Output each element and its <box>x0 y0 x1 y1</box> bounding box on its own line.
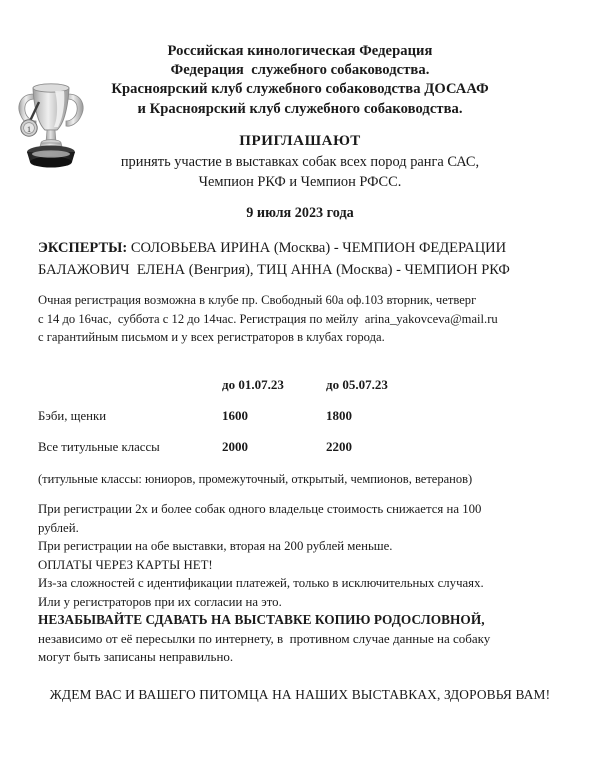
header-line-3: Красноярский клуб служебного собаководства ДОСААФ <box>111 81 489 98</box>
discount-line-6: Или у регистраторов при их согласии на это. <box>38 594 282 609</box>
price-table-header-early: до 01.07.23 <box>222 377 284 392</box>
pedigree-warning <box>38 611 586 667</box>
closing-message: ЖДЕМ ВАС И ВАШЕГО ПИТОМЦА НА НАШИХ ВЫСТАВКАХ, ЗДОРОВЬЯ ВАМ! <box>49 687 551 702</box>
price-row-title-late: 2200 <box>326 439 352 454</box>
titular-classes-note: (титульные классы: юниоров, промежуточный, открытый, чемпионов, ветеранов) <box>38 472 473 486</box>
price-row-label-title: Все титульные классы <box>38 440 160 454</box>
registration-paragraph <box>38 291 586 347</box>
discount-line-2: рублей. <box>38 520 79 535</box>
no-card-payment-line: ОПЛАТЫ ЧЕРЕЗ КАРТЫ НЕТ! <box>38 557 213 572</box>
price-table-header-blank <box>38 377 222 408</box>
price-row-label-baby: Бэби, щенки <box>38 409 107 423</box>
pedigree-warning-line-2: могут быть записаны неправильно. <box>38 649 234 665</box>
svg-text:1: 1 <box>27 125 31 134</box>
price-table <box>38 377 438 470</box>
header-line-2: Федерация служебного собаководства. <box>170 62 430 79</box>
experts-label: ЭКСПЕРТЫ: <box>38 240 128 256</box>
experts-block <box>38 238 584 281</box>
price-row-baby-late: 1800 <box>326 408 352 423</box>
discount-line-5: Из-за сложностей с идентификации платежей, только в исключительных случаях. <box>38 576 484 591</box>
table-row <box>38 439 438 470</box>
discount-line-3: При регистрации на обе выставки, вторая на 200 рублей меньше. <box>38 539 393 554</box>
experts-line-1-rest: СОЛОВЬЕВА ИРИНА (Москва) - ЧЕМПИОН ФЕДЕРАЦИИ <box>127 240 507 256</box>
price-row-baby-early: 1600 <box>222 408 248 423</box>
event-date: 9 июля 2023 года <box>246 205 354 221</box>
table-row <box>38 408 438 439</box>
organisation-header <box>0 42 600 119</box>
pedigree-warning-headline: НЕЗАБЫВАЙТЕ СДАВАТЬ НА ВЫСТАВКЕ КОПИЮ РОДОСЛОВНОЙ, <box>38 612 485 627</box>
header-line-4: и Красноярский клуб служебного собаководства. <box>137 100 463 117</box>
discount-notes <box>38 500 586 612</box>
experts-line-2: БАЛАЖОВИЧ ЕЛЕНА (Венгрия), ТИЦ АННА (Москва) - ЧЕМПИОН РКФ <box>38 261 510 278</box>
pedigree-warning-line-1: независимо от её пересылки по интернету, в противном случае данные на собаку <box>38 630 491 646</box>
header-line-1: Российская кинологическая Федерация <box>167 43 433 59</box>
price-table-header-row <box>38 377 438 408</box>
price-table-header-late: до 05.07.23 <box>326 377 388 392</box>
registration-line-3: с гарантийным письмом и у всех регистраторов в клубах города. <box>38 330 385 345</box>
invitation-subtitle <box>0 152 600 192</box>
price-row-title-early: 2000 <box>222 439 248 454</box>
experts-line-1 <box>38 238 584 260</box>
invitation-title: ПРИГЛАШАЮТ <box>239 133 361 149</box>
registration-line-2: с 14 до 16час, суббота с 12 до 14час. Регистрация по мейлу arina_yakovceva@mail.ru <box>38 311 498 326</box>
registration-line-1: Очная регистрация возможна в клубе пр. Свободный 60а оф.103 вторник, четверг <box>38 293 477 307</box>
invitation-subtitle-line-1: принять участие в выставках собак всех пород ранга САС, <box>120 154 480 170</box>
discount-line-1: При регистрации 2х и более собак одного владельце стоимость снижается на 100 <box>38 502 482 516</box>
invitation-subtitle-line-2: Чемпион РКФ и Чемпион РФСС. <box>198 174 402 190</box>
